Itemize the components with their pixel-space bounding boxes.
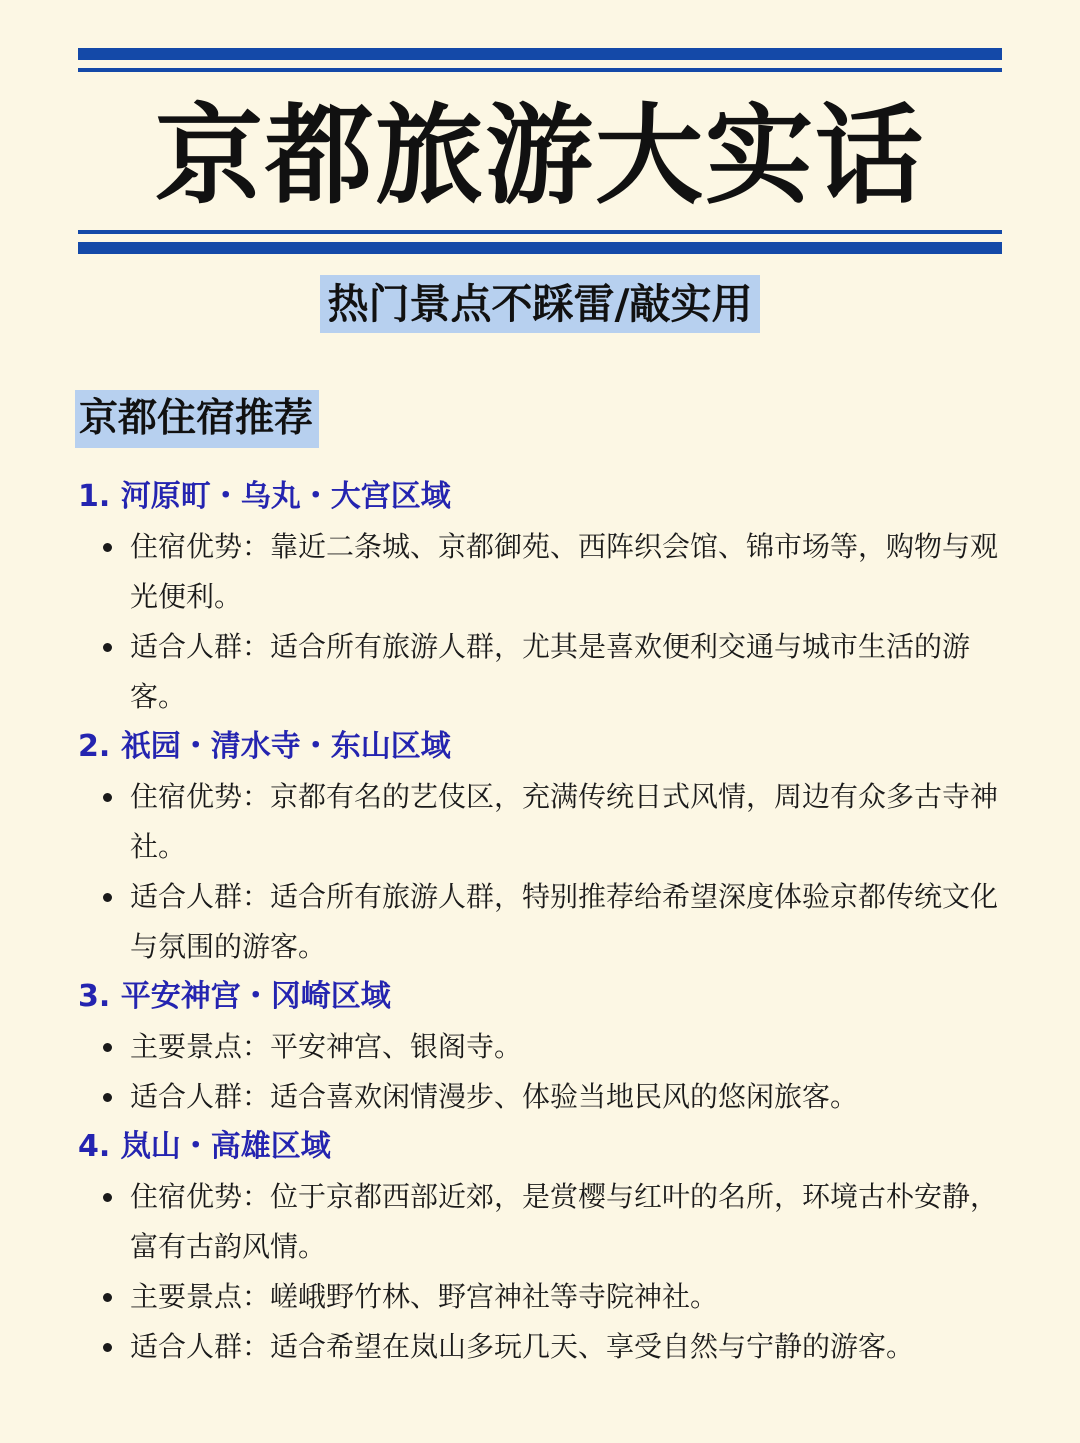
bullet-icon	[103, 1043, 112, 1052]
area-block	[0, 972, 1080, 1122]
bottom-bar-thin	[78, 230, 1002, 234]
section-heading: 京都住宿推荐	[75, 390, 319, 448]
bottom-bar-thick	[78, 242, 1002, 254]
bullet-icon	[103, 893, 112, 902]
bullet-icon	[103, 1093, 112, 1102]
bullet-icon	[103, 793, 112, 802]
list-item-text: 主要景点：嵯峨野竹林、野宫神社等寺院神社。	[130, 1280, 719, 1313]
content	[0, 472, 1080, 1372]
area-heading: 3. 平安神宫・冈崎区域	[78, 979, 391, 1014]
list-item-text: 主要景点：平安神宫、银阁寺。	[130, 1030, 523, 1063]
page-title: 京都旅游大实话	[154, 93, 925, 219]
bullet-icon	[103, 543, 112, 552]
list-item-text: 住宿优势：京都有名的艺伎区，充满传统日式风情，周边有众多古寺神社。	[130, 780, 999, 863]
list-item	[130, 1072, 1010, 1122]
list-item	[130, 1022, 1010, 1072]
list-item	[130, 522, 1010, 622]
subtitle: 热门景点不踩雷/敲实用	[320, 275, 761, 333]
area-block	[0, 472, 1080, 722]
top-bar-thick	[78, 48, 1002, 60]
area-heading: 1. 河原町・乌丸・大宫区域	[78, 479, 451, 514]
list-item	[130, 1172, 1010, 1272]
top-bar-thin	[78, 68, 1002, 72]
area-block	[0, 1122, 1080, 1372]
subtitle-wrap	[0, 275, 1080, 333]
bullet-icon	[103, 643, 112, 652]
list-item	[130, 622, 1010, 722]
list-item-text: 适合人群：适合喜欢闲情漫步、体验当地民风的悠闲旅客。	[130, 1080, 859, 1113]
area-heading: 2. 祇园・清水寺・东山区域	[78, 729, 451, 764]
list-item	[130, 1322, 1010, 1372]
list-item	[130, 872, 1010, 972]
bullet-icon	[103, 1343, 112, 1352]
list-item	[130, 1272, 1010, 1322]
bullet-icon	[103, 1293, 112, 1302]
list-item-text: 适合人群：适合所有旅游人群，尤其是喜欢便利交通与城市生活的游客。	[130, 630, 971, 713]
list-item-text: 适合人群：适合希望在岚山多玩几天、享受自然与宁静的游客。	[130, 1330, 915, 1363]
area-block	[0, 722, 1080, 972]
list-item-text: 住宿优势：位于京都西部近郊，是赏樱与红叶的名所，环境古朴安静，富有古韵风情。	[130, 1180, 999, 1263]
list-item-text: 住宿优势：靠近二条城、京都御苑、西阵织会馆、锦市场等，购物与观光便利。	[130, 530, 999, 613]
bullet-icon	[103, 1193, 112, 1202]
list-item	[130, 772, 1010, 872]
area-heading: 4. 岚山・高雄区域	[78, 1129, 331, 1164]
list-item-text: 适合人群：适合所有旅游人群，特别推荐给希望深度体验京都传统文化与氛围的游客。	[130, 880, 999, 963]
